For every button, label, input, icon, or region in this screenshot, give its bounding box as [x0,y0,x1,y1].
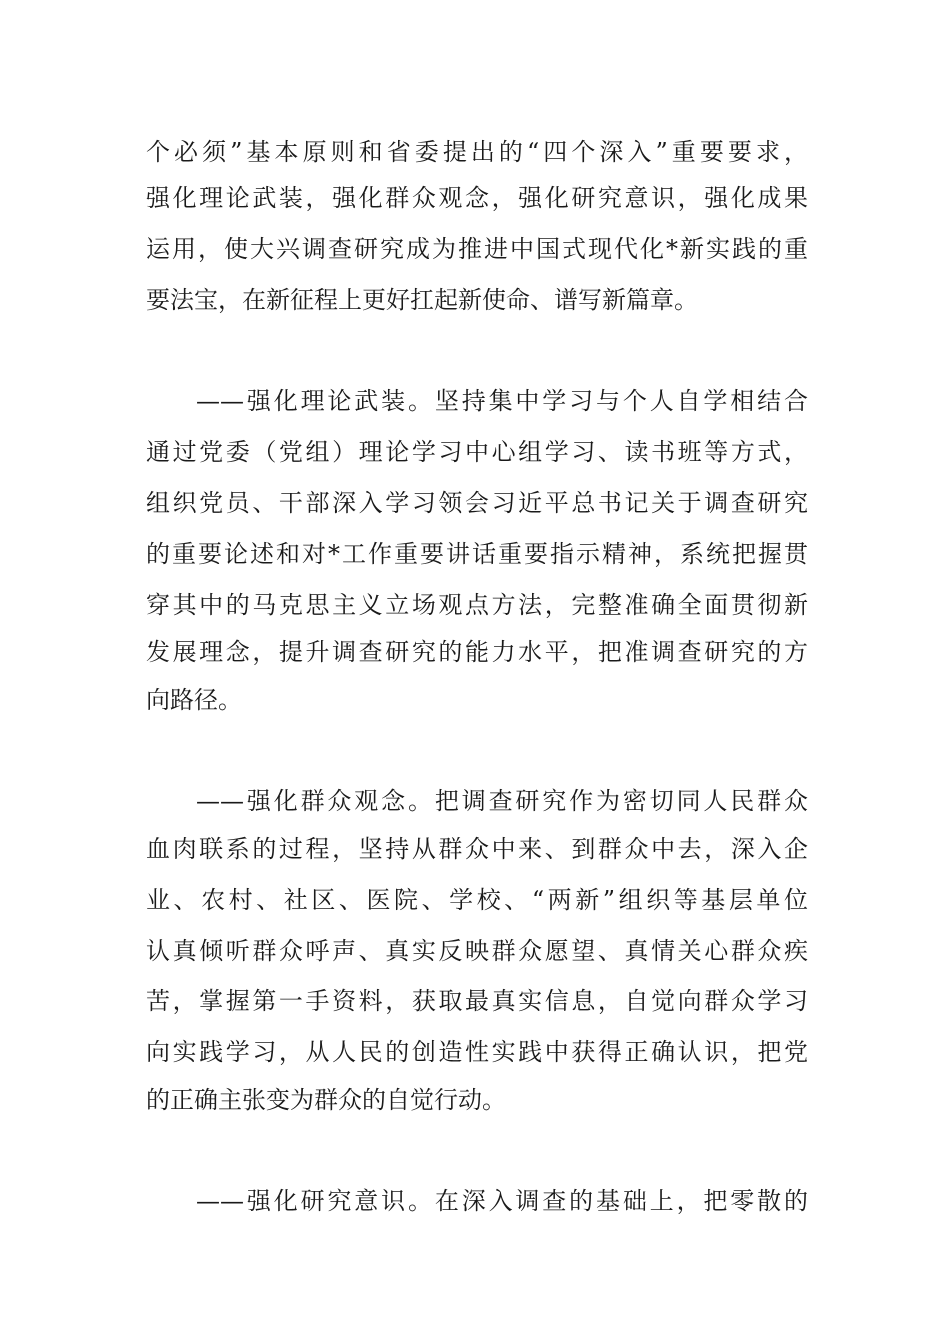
paragraph-1-line-4: 要法宝，在新征程上更好扛起新使命、谱写新篇章。 [146,286,698,314]
paragraph-3-line-7: 的正确主张变为群众的自觉行动。 [146,1086,506,1114]
paragraph-2-line-4: 的重要论述和对*工作重要讲话重要指示精神，系统把握贯 [146,540,808,568]
paragraph-3-line-4: 认真倾听群众呼声、真实反映群众愿望、真情关心群众疾 [146,937,808,965]
paragraph-3-line-3: 业、农村、社区、医院、学校、“两新”组织等基层单位 [146,886,808,914]
paragraph-3-line-1: ——强化群众观念。把调查研究作为密切同人民群众 [196,787,808,815]
paragraph-2-line-5: 穿其中的马克思主义立场观点方法，完整准确全面贯彻新 [146,591,808,619]
paragraph-2-line-2: 通过党委（党组）理论学习中心组学习、读书班等方式， [146,438,808,466]
paragraph-3-line-5: 苦，掌握第一手资料，获取最真实信息，自觉向群众学习 [146,987,808,1015]
paragraph-2-line-6: 发展理念，提升调查研究的能力水平，把准调查研究的方 [146,638,808,666]
paragraph-1-line-2: 强化理论武装，强化群众观念，强化研究意识，强化成果 [146,184,808,212]
paragraph-4-line-1: ——强化研究意识。在深入调查的基础上，把零散的 [196,1187,808,1215]
paragraph-2-line-7: 向路径。 [146,686,242,714]
paragraph-1-line-1: 个必须”基本原则和省委提出的“四个深入”重要要求， [146,138,808,166]
paragraph-2-line-3: 组织党员、干部深入学习领会习近平总书记关于调查研究 [146,489,808,517]
paragraph-3-line-6: 向实践学习，从人民的创造性实践中获得正确认识，把党 [146,1038,808,1066]
paragraph-3-line-2: 血肉联系的过程，坚持从群众中来、到群众中去，深入企 [146,835,808,863]
paragraph-1-line-3: 运用，使大兴调查研究成为推进中国式现代化*新实践的重 [146,235,808,263]
paragraph-2-line-1: ——强化理论武装。坚持集中学习与个人自学相结合 [196,387,808,415]
